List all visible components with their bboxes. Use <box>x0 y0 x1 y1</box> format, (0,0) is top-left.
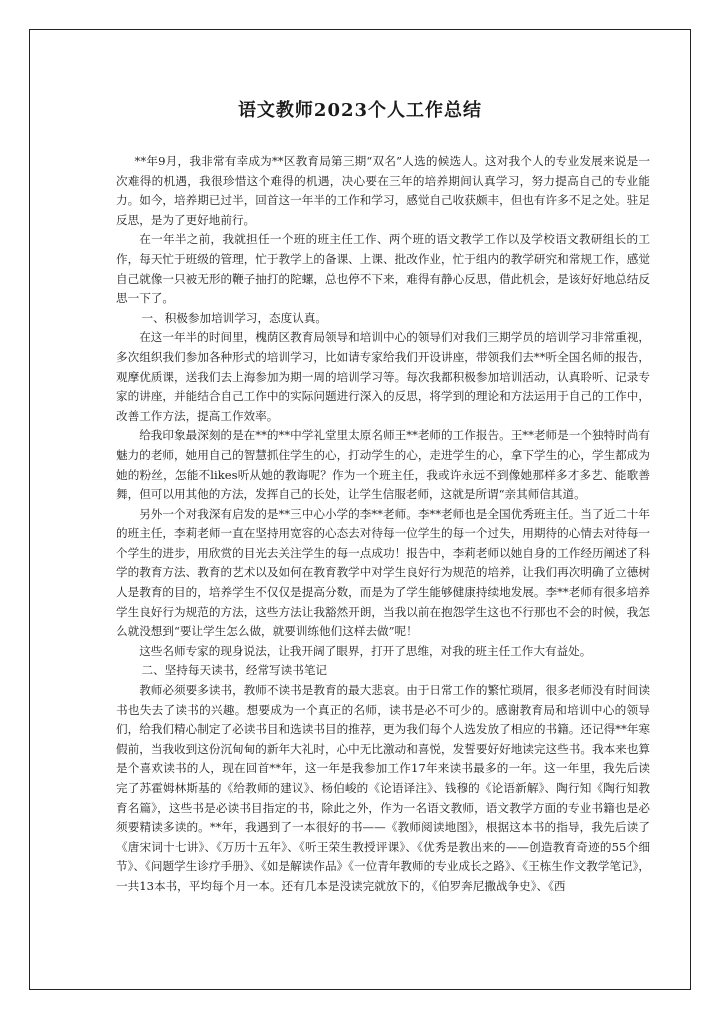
paragraph-intro: **年9月，我非常有幸成为**区教育局第三期“双名”人选的候选人。这对我个人的专业发展来说是一次难得的机遇，我很珍惜这个难得的机遇，决心要在三年的培养期间认真学习，努力提高自己的专业能力。如今，培养期已过半，回首这一年半的工作和学习，感觉自己收获颇丰，但也有许多不足之处。驻足反思，是为了更好地前行。 <box>116 154 650 227</box>
document-body <box>116 152 650 897</box>
page-title: 语文教师2023个人工作总结 <box>237 100 483 121</box>
paragraph-reading: 教师必须要多读书，教师不读书是教育的最大悲哀。由于日常工作的繁忙琐屑，很多老师没有时间读书也失去了读书的兴趣。想要成为一个真正的名师，读书是必不可少的。感谢教育局和培训中心的领导们，给我们精心制定了必读书目和选读书目的推荐，更为我们每个人选发放了相应的书籍。还记得**年寒假前，当我收到这份沉甸甸的新年大礼时，心中无比激动和喜悦，发誓要好好地读完这些书。我本来也算是个喜欢读书的人，现在回首**年，这一年是我参加工作17年来读书最多的一年。这一年里，我先后读完了苏霍姆林斯基的《给教师的建议》、杨伯峻的《论语译注》、钱穆的《论语新解》、陶行知《陶行知教育名篇》，这些书是必读书目指定的书，除此之外，作为一名语文教师，语文教学方面的专业书籍也是必须要精读多读的。**年，我遇到了一本很好的书——《教师阅读地图》，根据这本书的指导，我先后读了《唐宋词十七讲》、《万历十五年》、《听王荣生教授评课》、《优秀是教出来的——创造教育奇迹的55个细节》、《问题学生诊疗手册》、《如是解读作品》《一位青年教师的专业成长之路》、《王栋生作文教学笔记》，一共13本书，平均每个月一本。还有几本是没读完就放下的，《伯罗奔尼撒战争史》、《西 <box>116 683 650 893</box>
section-heading-2: 二、坚持每天读书，经常写读书笔记 <box>141 663 328 678</box>
paragraph-training: 在这一年半的时间里，槐荫区教育局领导和培训中心的领导们对我们三期学员的培训学习非常重视，多次组织我们参加各种形式的培训学习，比如请专家给我们开设讲座，带领我们去**听全国名师的报告，观摩优质课，送我们去上海参加为期一周的培训学习等。每次我都积极参加培训活动，认真聆听、记录专家的讲座，并能结合自己工作中的实际问题进行深入的反思，将学到的理论和方法运用于自己的工作中，改善工作方法，提高工作效率。 <box>116 330 650 423</box>
paragraph-review: 在一年半之前，我就担任一个班的班主任工作、两个班的语文教学工作以及学校语文教研组长的工作，每天忙于班级的管理，忙于教学上的备课、上课、批改作业，忙于组内的教学研究和常规工作，感觉自己就像一只被无形的鞭子抽打的陀螺，总也停不下来，难得有静心反思，借此机会，是该好好地总结反思一下了。 <box>116 232 650 306</box>
paragraph-teacher-li: 另外一个对我深有启发的是**三中心小学的李**老师。李**老师也是全国优秀班主任。当了近二十年的班主任，李莉老师一直在坚持用宽容的心态去对待每一位学生的每一个过失，用期待的心情去对待每一个学生的进步，用欣赏的目光去关注学生的每一点成功！报告中，李莉老师以她自身的工作经历阐述了科学的教育方法、教育的艺术以及如何在教育教学中对学生良好行为规范的培养，让我们再次明确了立德树人是教育的目的，培养学生不仅仅是提高分数，而是为了学生能够健康持续地发展。李**老师有很多培养学生良好行为规范的方法，这些方法让我豁然开朗，当我以前在抱怨学生这也不行那也不会的时候，我怎么就没想到“要让学生怎么做，就要训练他们这样去做”呢！ <box>116 506 650 639</box>
paragraph-summary: 这些名师专家的现身说法，让我开阔了眼界，打开了思维，对我的班主任工作大有益处。 <box>139 643 592 658</box>
paragraph-teacher-wang: 给我印象最深刻的是在**的**中学礼堂里太原名师王**老师的工作报告。王**老师是一个独特时尚有魅力的老师，她用自己的智慧抓住学生的心，打动学生的心，走进学生的心，拿下学生的心，学生都成为她的粉丝，怎能不likes听从她的教诲呢？作为一个班主任，我或许永远不到像她那样多才多艺、能歌善舞，但可以用其他的方法，发挥自己的长处，让学生信服老师，这就是所谓“亲其师信其道。 <box>116 428 650 502</box>
section-heading-1: 一、积极参加培训学习，态度认真。 <box>141 310 328 325</box>
document-page <box>29 29 691 990</box>
